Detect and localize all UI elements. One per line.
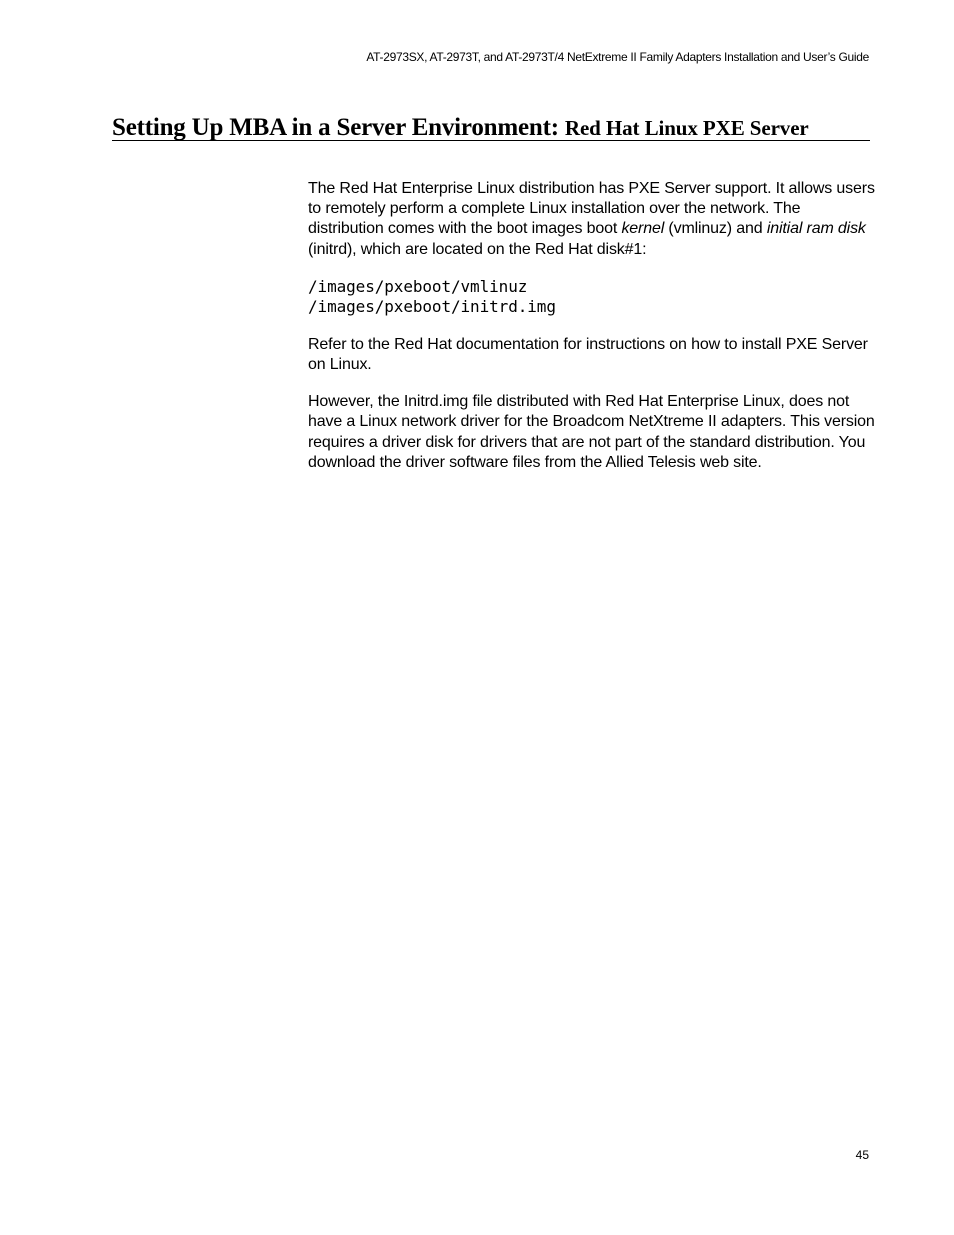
code-line-initrd: /images/pxeboot/initrd.img	[308, 297, 556, 317]
paragraph-pxe-support	[308, 179, 878, 260]
term-kernel: kernel	[621, 220, 665, 238]
section-title-sub: Red Hat Linux PXE Server	[564, 116, 809, 140]
section-title	[112, 106, 870, 143]
paragraph-driver-disk: However, the Initrd.img file distributed with Red Hat Enterprise Linux, does not have a Linux network driver for the Broadcom NetXtreme II adapters. This version requires a driver disk for drivers that are not part of the standard distribution. You download the driver software files from the Allied Telesis web site.	[308, 393, 875, 471]
body-column	[308, 179, 878, 490]
term-initial-ram-disk: initial ram disk	[766, 220, 866, 238]
section-title-main: Setting Up MBA in a Server Environment:	[112, 114, 565, 141]
code-line-vmlinuz: /images/pxeboot/vmlinuz	[308, 276, 528, 296]
paragraph-text: The Red Hat Enterprise Linux distribution has PXE Server support. It allows users to remotely perform a complete Linux installation over the network. The distribution comes with the boot images boot	[308, 180, 875, 238]
paragraph-refer-docs: Refer to the Red Hat documentation for instructions on how to install PXE Server on Linux.	[308, 335, 868, 374]
page-number: 45	[855, 1148, 869, 1162]
paragraph-text: (initrd), which are located on the Red Hat disk#1:	[308, 240, 647, 258]
running-header: AT-2973SX, AT-2973T, and AT-2973T/4 NetExtreme II Family Adapters Installation and User’s Guide	[366, 50, 869, 64]
paragraph-text: (vmlinuz) and	[664, 220, 767, 238]
code-block-paths	[308, 277, 878, 318]
title-rule	[112, 140, 870, 141]
